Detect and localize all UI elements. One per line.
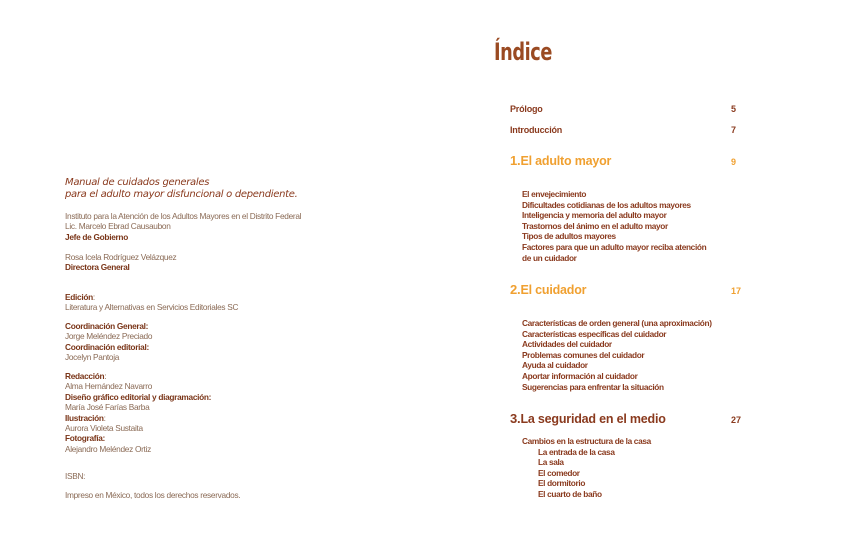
toc-intro-page: 7 (731, 125, 737, 135)
director-role: Directora General (65, 262, 130, 273)
edicion-value: Literatura y Alternativas en Servicios Editoriales SC (65, 302, 239, 313)
chapter-1-number: 1. (510, 153, 521, 168)
book-title-block (65, 177, 405, 201)
chapter-1-title: El adulto mayor (520, 154, 612, 168)
fotografia-value: Alejandro Meléndez Ortiz (65, 443, 151, 454)
list-item: Tipos de adultos mayores (522, 231, 616, 242)
chapter-3-items (522, 436, 651, 500)
credits-block: Redacción: Alma Hernández Navarro Diseño gráfico editorial y diagramación: María José Farías Barba Ilustración: Aurora Violeta Sustaita Fotografía: Alejandro Meléndez Ortiz (65, 371, 212, 454)
fotografia-label: Fotografía: (65, 433, 106, 444)
redaccion-label: Redacción (65, 371, 105, 381)
governor-role: Jefe de Gobierno (65, 231, 128, 242)
book-title-line-2: para el adulto mayor disfuncional o dependiente. (65, 189, 298, 200)
list-item: Dificultades cotidianas de los adultos mayores (522, 199, 691, 210)
list-subitem: La entrada de la casa (538, 446, 615, 457)
chapter-1-items (522, 189, 706, 263)
edicion-block: Edición: Literatura y Alternativas en Servicios Editoriales SC (65, 292, 239, 313)
list-item: Actividades del cuidador (522, 339, 612, 350)
toc-prologo: Prólogo (510, 104, 543, 114)
diseno-value: María José Farías Barba (65, 402, 150, 413)
director-block (65, 252, 176, 273)
coord-general-value: Jorge Meléndez Preciado (65, 331, 153, 342)
toc-prologo-page: 5 (731, 104, 737, 114)
edicion-label: Edición (65, 292, 93, 302)
chapter-3-heading (510, 411, 666, 426)
ilustracion-value: Aurora Violeta Sustaita (65, 423, 143, 434)
ilustracion-label: Ilustración (65, 412, 104, 423)
list-item: Inteligencia y memoria del adulto mayor (522, 210, 667, 221)
chapter-2-items (522, 318, 712, 392)
list-item: Trastornos del ánimo en el adulto mayor (522, 220, 668, 231)
chapter-2-heading (510, 282, 586, 297)
redaccion-value: Alma Hernández Navarro (65, 381, 153, 392)
director-name: Rosa Icela Rodríguez Velázquez (65, 252, 177, 262)
chapter-3-page: 27 (731, 415, 742, 425)
list-subitem: El cuarto de baño (538, 488, 602, 499)
list-item: Sugerencias para enfrentar la situación (522, 381, 664, 392)
list-subitem: El dormitorio (538, 478, 586, 489)
list-item: Aportar información al cuidador (522, 370, 638, 381)
institute-name: Instituto para la Atención de los Adultos Mayores en el Distrito Federal (65, 211, 302, 221)
coordination-block (65, 321, 152, 363)
list-item: Ayuda al cuidador (522, 360, 588, 371)
list-item: de un cuidador (522, 252, 577, 263)
list-item: Cambios en la estructura de la casa (522, 436, 651, 446)
toc-intro: Introducción (510, 125, 563, 135)
list-item: Factores para que un adulto mayor reciba atención (522, 241, 707, 252)
chapter-1-page: 9 (731, 157, 737, 167)
chapter-2-page: 17 (731, 286, 742, 296)
list-subitem: El comedor (538, 467, 580, 478)
institute-block (65, 211, 301, 242)
list-item: Problemas comunes del cuidador (522, 349, 645, 360)
governor-name: Lic. Marcelo Ebrad Causaubon (65, 221, 171, 232)
isbn: ISBN: (65, 471, 86, 481)
list-subitem: La sala (538, 457, 564, 468)
list-item: El envejecimiento (522, 189, 587, 199)
chapter-1-heading (510, 153, 611, 168)
diseno-label: Diseño gráfico editorial y diagramación: (65, 391, 212, 402)
printed-notice: Impreso en México, todos los derechos reservados. (65, 490, 241, 500)
list-item: Características de orden general (una aproximación) (522, 318, 712, 328)
coord-general-label: Coordinación General: (65, 321, 149, 331)
chapter-2-number: 2. (510, 282, 521, 297)
coord-editorial-value: Jocelyn Pantoja (65, 352, 120, 363)
chapter-2-title: El cuidador (520, 283, 587, 297)
coord-editorial-label: Coordinación editorial: (65, 341, 149, 352)
list-item: Características específicas del cuidador (522, 328, 667, 339)
chapter-3-title: La seguridad en el medio (520, 412, 666, 426)
index-title: Índice (494, 38, 552, 66)
chapter-3-number: 3. (510, 411, 521, 426)
book-title-line-1: Manual de cuidados generales (65, 177, 210, 188)
